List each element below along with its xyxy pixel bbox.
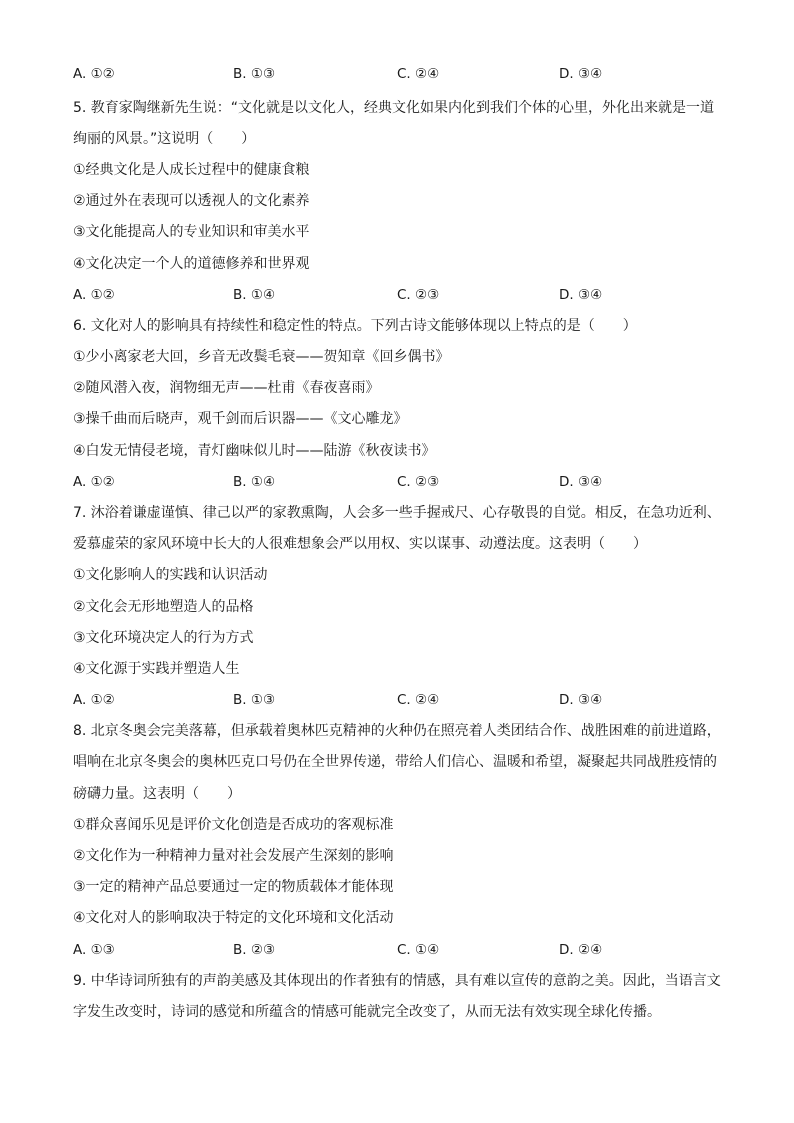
q8-options	[73, 940, 733, 960]
q5-item-4: ④文化决定一个人的道德修养和世界观	[73, 256, 310, 272]
q6-option-d: D. ③④	[559, 474, 603, 490]
q6-option-b: B. ①④	[233, 474, 276, 490]
q6-option-c: C. ②③	[397, 474, 440, 490]
q5-item-1: ①经典文化是人成长过程中的健康食粮	[73, 162, 310, 178]
q9-stem-line-2: 字发生改变时，诗词的感觉和所蕴含的情感可能就完全改变了，从而无法有效实现全球化传播。	[73, 1004, 661, 1020]
q5-item-3: ③文化能提高人的专业知识和审美水平	[73, 224, 310, 240]
q4-option-a: A. ①②	[73, 66, 115, 82]
q4-option-d: D. ③④	[559, 66, 603, 82]
q5-option-d: D. ③④	[559, 287, 603, 303]
q7-item-3: ③文化环境决定人的行为方式	[73, 630, 254, 646]
q4-options	[73, 64, 733, 84]
q5-option-b: B. ①④	[233, 287, 276, 303]
q5-item-2: ②通过外在表现可以透视人的文化素养	[73, 193, 310, 209]
q7-stem-line-2: 爱慕虚荣的家风环境中长大的人很难想象会严以用权、实以谋事、动遵法度。这表明（ ）	[73, 536, 647, 552]
q7-stem-line-1: 7. 沐浴着谦虚谨慎、律己以严的家教熏陶，人会多一些手握戒尺、心存敬畏的自觉。相反，在急功近利、	[73, 505, 721, 521]
q8-option-b: B. ②③	[233, 942, 276, 958]
q7-option-a: A. ①②	[73, 692, 115, 708]
q7-item-4: ④文化源于实践并塑造人生	[73, 661, 240, 677]
q6-item-4: ④白发无情侵老境，青灯幽味似儿时——陆游《秋夜读书》	[73, 443, 436, 459]
q7-item-2: ②文化会无形地塑造人的品格	[73, 599, 254, 615]
q7-options	[73, 690, 733, 710]
q4-option-b: B. ①③	[233, 66, 276, 82]
q8-stem-line-2: 唱响在北京冬奥会的奥林匹克口号仍在全世界传递，带给人们信心、温暖和希望，凝聚起共同战胜疫情的	[73, 754, 717, 770]
q5-stem-line-1: 5. 教育家陶继新先生说：“文化就是以文化人，经典文化如果内化到我们个体的心里，外化出来就是一道	[73, 100, 715, 116]
q8-item-1: ①群众喜闻乐见是评价文化创造是否成功的客观标准	[73, 817, 394, 833]
q5-option-a: A. ①②	[73, 287, 115, 303]
q7-option-c: C. ②④	[397, 692, 440, 708]
q8-item-4: ④文化对人的影响取决于特定的文化环境和文化活动	[73, 910, 394, 926]
q8-item-2: ②文化作为一种精神力量对社会发展产生深刻的影响	[73, 848, 394, 864]
q8-option-c: C. ①④	[397, 942, 440, 958]
q6-item-2: ②随风潜入夜，润物细无声——杜甫《春夜喜雨》	[73, 380, 380, 396]
q6-option-a: A. ①②	[73, 474, 115, 490]
q5-option-c: C. ②③	[397, 287, 440, 303]
q7-option-b: B. ①③	[233, 692, 276, 708]
q6-options	[73, 472, 733, 492]
q7-option-d: D. ③④	[559, 692, 603, 708]
q8-option-a: A. ①③	[73, 942, 115, 958]
q9-stem-line-1: 9. 中华诗词所独有的声韵美感及其体现出的作者独有的情感，具有难以宣传的意韵之美。因此，当语言文	[73, 973, 721, 989]
q5-stem-line-2: 绚丽的风景。”这说明（ ）	[73, 131, 256, 147]
q6-item-1: ①少小离家老大回，乡音无改鬓毛衰——贺知章《回乡偶书》	[73, 349, 450, 365]
q8-stem-line-1: 8. 北京冬奥会完美落幕，但承载着奥林匹克精神的火种仍在照亮着人类团结合作、战胜困难的前进道路，	[73, 723, 721, 739]
q4-option-c: C. ②④	[397, 66, 440, 82]
q7-item-1: ①文化影响人的实践和认识活动	[73, 567, 268, 583]
q5-options	[73, 285, 733, 305]
q8-item-3: ③一定的精神产品总要通过一定的物质载体才能体现	[73, 879, 394, 895]
q6-item-3: ③操千曲而后晓声，观千剑而后识器——《文心雕龙》	[73, 411, 408, 427]
q8-option-d: D. ②④	[559, 942, 603, 958]
q6-stem-line-1: 6. 文化对人的影响具有持续性和稳定性的特点。下列古诗文能够体现以上特点的是（ ）	[73, 318, 637, 334]
q8-stem-line-3: 磅礴力量。这表明（ ）	[73, 786, 241, 802]
